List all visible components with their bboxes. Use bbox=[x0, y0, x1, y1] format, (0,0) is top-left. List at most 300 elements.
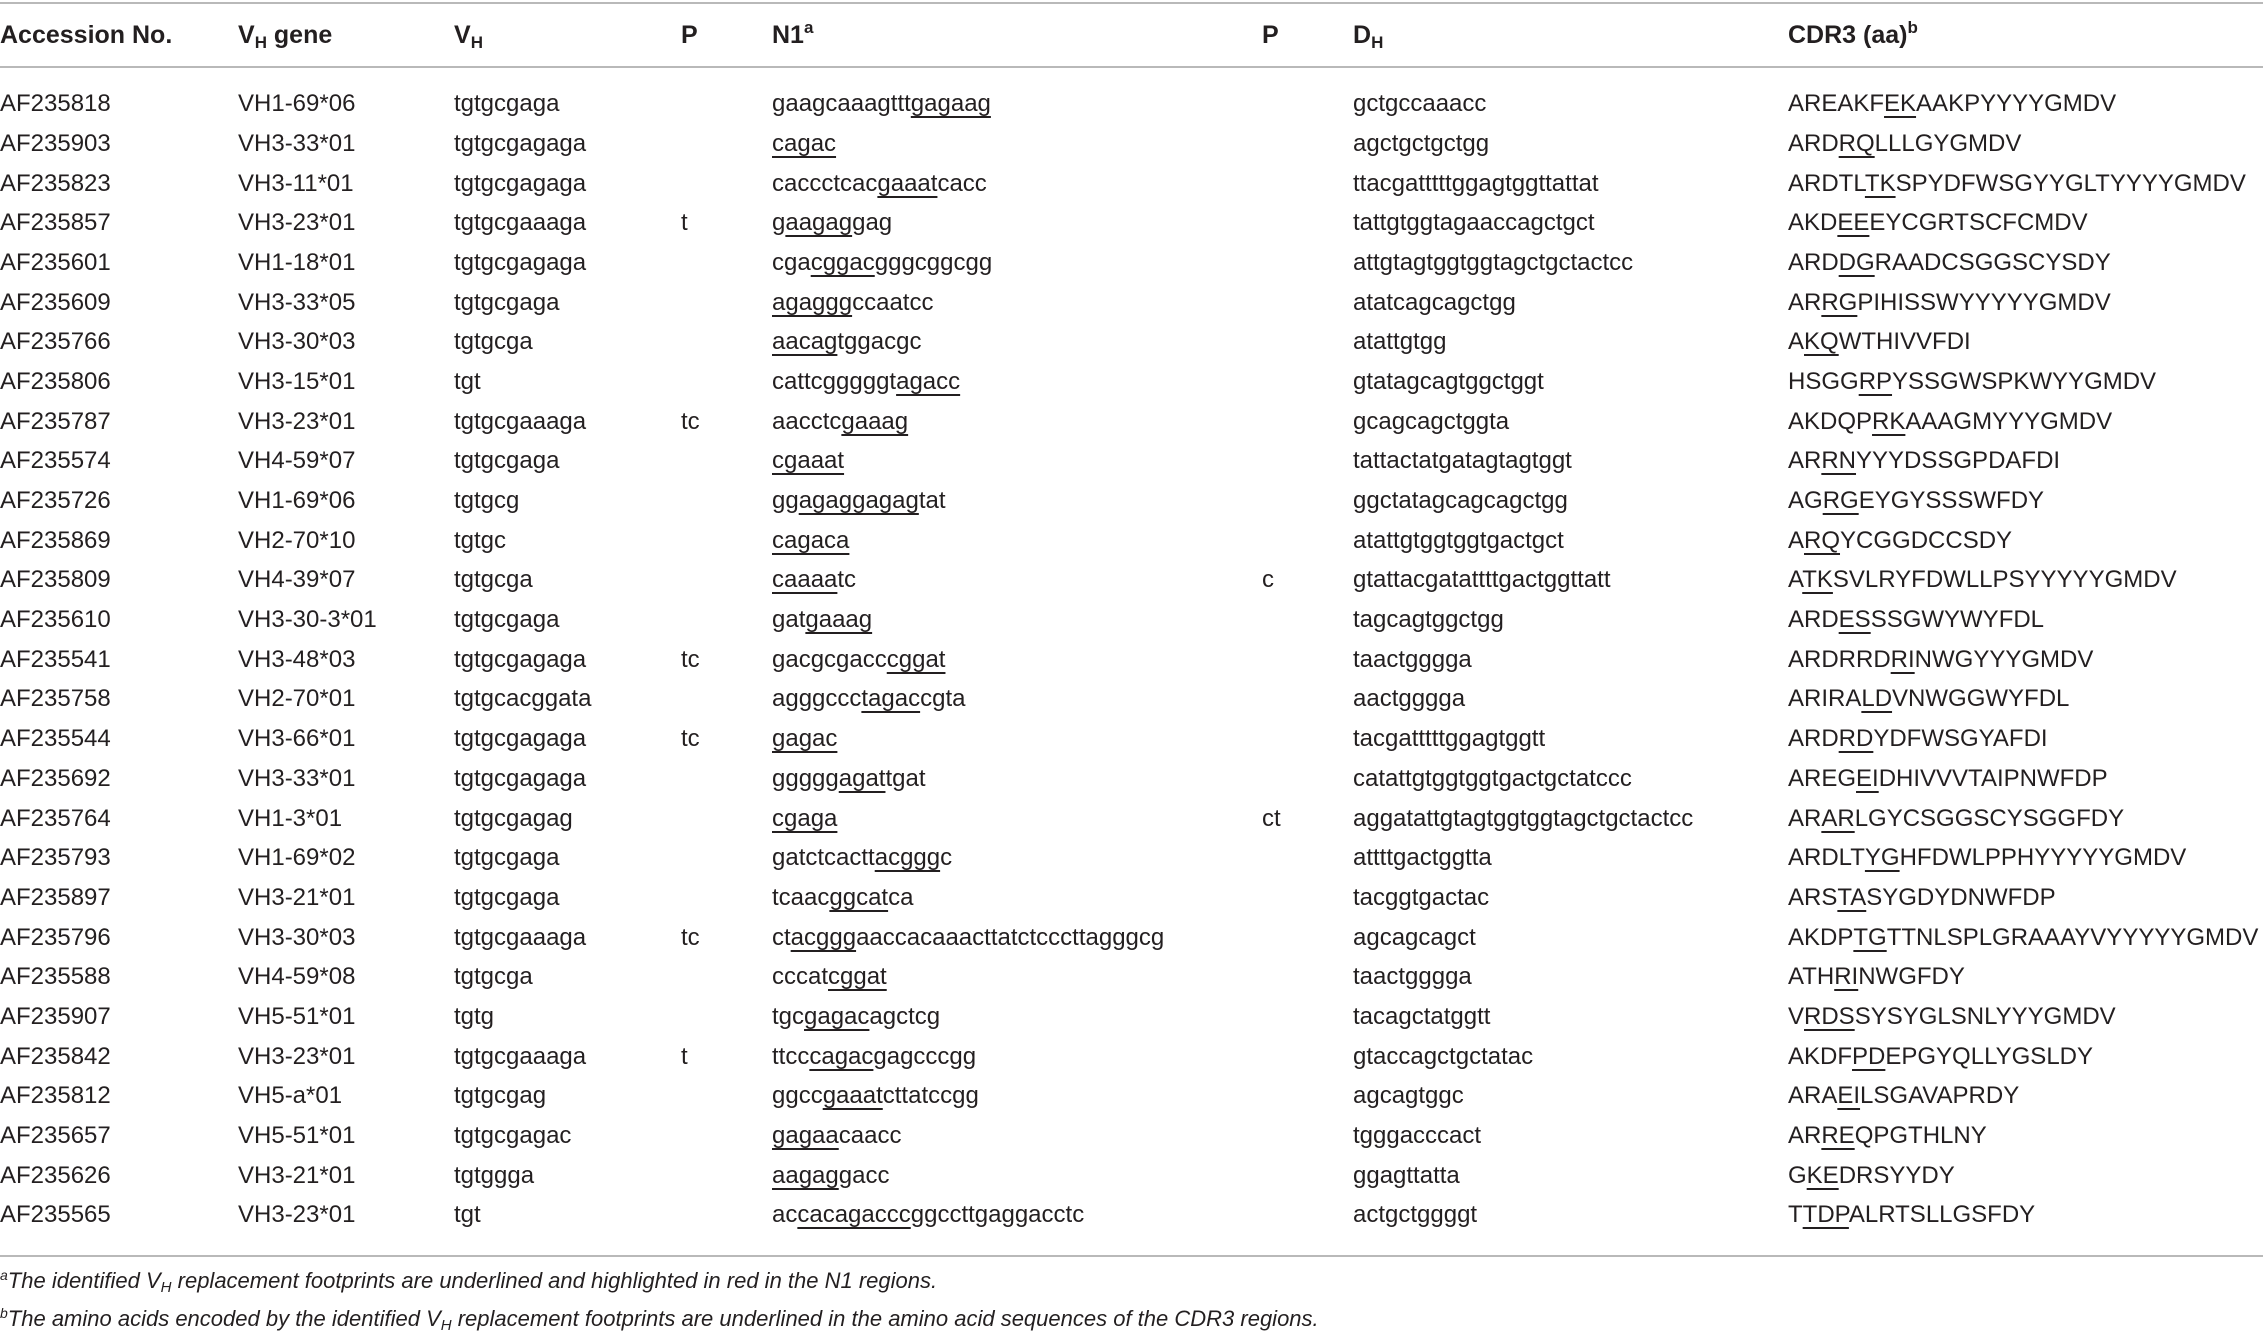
sequence-segment: SPYDFWSGYYGLTYYYYGMDV bbox=[1895, 169, 2246, 197]
sequence-segment: ggcc bbox=[772, 1082, 823, 1110]
p2-cell bbox=[1262, 1196, 1353, 1236]
col-cdr3-label: CDR3 (aa) bbox=[1788, 20, 1908, 49]
p1-cell bbox=[681, 561, 772, 601]
n1-cell bbox=[772, 561, 1262, 601]
footprint-segment: RP bbox=[1858, 367, 1893, 395]
table-row bbox=[0, 997, 2263, 1037]
n1-cell bbox=[772, 521, 1262, 561]
table-row bbox=[0, 164, 2263, 204]
sequence-segment: gacc bbox=[838, 1161, 890, 1189]
col-vh-gene-sub: H bbox=[254, 32, 267, 52]
footnote-b-mark: b bbox=[0, 1305, 8, 1321]
sequence-segment: AKDQP bbox=[1788, 407, 1873, 435]
sequence-segment: AR bbox=[1788, 288, 1822, 316]
vh-gene-cell: VH1-69*06 bbox=[238, 487, 356, 515]
p2-cell bbox=[1262, 1156, 1353, 1196]
footprint-segment: TK bbox=[1802, 566, 1833, 594]
sequence-segment: AR bbox=[1788, 447, 1822, 475]
footprint-segment: acggg bbox=[790, 923, 857, 951]
p2-cell bbox=[1262, 1077, 1353, 1117]
vh-cell: tgtgcgaaaga bbox=[454, 407, 587, 435]
p2-cell bbox=[1262, 878, 1353, 918]
accession-cell: AF235565 bbox=[0, 1201, 111, 1229]
dh-cell: tgggacccact bbox=[1353, 1122, 1482, 1150]
vh-cell: tgtgcga bbox=[454, 963, 533, 991]
accession-cell: AF235842 bbox=[0, 1042, 111, 1070]
footprint-segment: EI bbox=[1856, 764, 1879, 792]
sequence-segment: AG bbox=[1788, 487, 1823, 515]
sequence-segment: ALRTSLLGSFDY bbox=[1848, 1201, 2036, 1229]
sequence-segment: tgc bbox=[772, 1002, 805, 1030]
p1-cell: tc bbox=[681, 407, 700, 435]
accession-cell: AF235764 bbox=[0, 804, 111, 832]
sequence-segment: DHIVVVTAIPNWFDP bbox=[1878, 764, 2108, 792]
p1-cell bbox=[681, 481, 772, 521]
p2-cell bbox=[1262, 283, 1353, 323]
dh-cell: actgctggggt bbox=[1353, 1201, 1478, 1229]
vh-gene-cell: VH1-69*02 bbox=[238, 844, 356, 872]
col-vh bbox=[454, 4, 681, 66]
vh-gene-cell: VH2-70*01 bbox=[238, 685, 356, 713]
cdr3-cell bbox=[1788, 442, 2263, 482]
footprint-segment: agat bbox=[838, 764, 886, 792]
p2-cell bbox=[1262, 957, 1353, 997]
table-row bbox=[0, 442, 2263, 482]
p1-cell bbox=[681, 322, 772, 362]
n1-cell bbox=[772, 481, 1262, 521]
n1-cell bbox=[772, 600, 1262, 640]
vh-gene-cell: VH5-51*01 bbox=[238, 1002, 356, 1030]
sequence-segment: SSGWYWYFDL bbox=[1870, 606, 2045, 634]
cdr3-cell bbox=[1788, 719, 2263, 759]
p1-cell bbox=[681, 878, 772, 918]
col-p1-label: P bbox=[681, 20, 698, 49]
p1-cell bbox=[681, 1077, 772, 1117]
sequence-segment: cga bbox=[772, 248, 811, 276]
p2-cell bbox=[1262, 1037, 1353, 1077]
accession-cell: AF235626 bbox=[0, 1161, 111, 1189]
p1-cell bbox=[681, 124, 772, 164]
vh-gene-cell: VH3-33*01 bbox=[238, 764, 356, 792]
dh-cell: atattgtgg bbox=[1353, 328, 1447, 356]
vh-gene-cell: VH3-30*03 bbox=[238, 328, 356, 356]
footnote-b-sub: H bbox=[440, 1317, 452, 1334]
vh-gene-cell: VH3-30*03 bbox=[238, 923, 356, 951]
footprint-segment: agaggagag bbox=[798, 487, 919, 515]
footprint-segment: agaggg bbox=[772, 288, 853, 316]
table-row bbox=[0, 243, 2263, 283]
cdr3-cell bbox=[1788, 66, 2263, 124]
footprint-segment: KE bbox=[1806, 1161, 1839, 1189]
sequence-segment: ggggg bbox=[772, 764, 839, 792]
table-row bbox=[0, 759, 2263, 799]
accession-cell: AF235657 bbox=[0, 1122, 111, 1150]
sequence-segment: gagcccgg bbox=[873, 1042, 977, 1070]
p1-cell bbox=[681, 1196, 772, 1236]
table-row bbox=[0, 481, 2263, 521]
sequence-segment: cacc bbox=[937, 169, 987, 197]
p2-cell bbox=[1262, 997, 1353, 1037]
sequence-segment: WTHIVVFDI bbox=[1838, 328, 1971, 356]
p2-cell bbox=[1262, 243, 1353, 283]
p1-cell: t bbox=[681, 209, 688, 237]
footnotes bbox=[0, 1262, 1319, 1338]
sequence-segment: HSGG bbox=[1788, 367, 1859, 395]
sequence-segment: AAAGMYYYGMDV bbox=[1905, 407, 2113, 435]
table-row bbox=[0, 600, 2263, 640]
footprint-segment: cagaca bbox=[772, 526, 850, 554]
n1-cell bbox=[772, 719, 1262, 759]
n1-cell bbox=[772, 203, 1262, 243]
sequence-segment: ARDTL bbox=[1788, 169, 1865, 197]
sequence-segment: YDFWSGYAFDI bbox=[1873, 725, 2048, 753]
dh-cell: gctgccaaacc bbox=[1353, 90, 1487, 117]
accession-cell: AF235809 bbox=[0, 566, 111, 594]
vh-cell: tgtgcgaga bbox=[454, 844, 560, 872]
table-row bbox=[0, 1077, 2263, 1117]
dh-cell: ggagttatta bbox=[1353, 1161, 1460, 1189]
vh-cell: tgtgcacggata bbox=[454, 685, 592, 713]
sequence-segment: PIHISSWYYYYYGMDV bbox=[1857, 288, 2111, 316]
col-n1 bbox=[772, 4, 1262, 66]
col-vh-label: V bbox=[454, 20, 471, 49]
table-row bbox=[0, 283, 2263, 323]
sequence-segment: gatctcactt bbox=[772, 844, 875, 872]
sequence-segment: caacc bbox=[838, 1122, 902, 1150]
footprint-segment: DG bbox=[1838, 248, 1875, 276]
n1-cell bbox=[772, 164, 1262, 204]
footprint-segment: RQ bbox=[1838, 129, 1875, 157]
vh-gene-cell: VH3-33*01 bbox=[238, 129, 356, 157]
sequence-segment: ARDRRD bbox=[1788, 645, 1891, 673]
sequence-segment: T bbox=[1788, 1201, 1803, 1229]
sequence-segment: YYYDSSGPDAFDI bbox=[1856, 447, 2061, 475]
table-row bbox=[0, 1196, 2263, 1236]
p2-cell bbox=[1262, 481, 1353, 521]
sequence-segment: ca bbox=[888, 883, 914, 911]
sequence-segment: EYCGRTSCFCMDV bbox=[1869, 209, 2088, 237]
p2-cell bbox=[1262, 680, 1353, 720]
table-body bbox=[0, 66, 2263, 1235]
footprint-segment: gaaat bbox=[822, 1082, 883, 1110]
sequence-segment: gg bbox=[772, 487, 799, 515]
sequence-segment: c bbox=[940, 844, 953, 872]
col-dh-label: D bbox=[1353, 20, 1372, 49]
vh-cell: tgtgcgaga bbox=[454, 883, 560, 911]
sequence-segment: ttcc bbox=[772, 1042, 810, 1070]
footprint-segment: LD bbox=[1861, 685, 1893, 713]
vh-cell: tgtg bbox=[454, 1002, 495, 1030]
p1-cell bbox=[681, 243, 772, 283]
vh-cell: tgtgcgagaga bbox=[454, 248, 587, 276]
footprint-segment: RG bbox=[1822, 487, 1859, 515]
footprint-segment: aagag bbox=[772, 1161, 839, 1189]
sequence-segment: AKDF bbox=[1788, 1042, 1853, 1070]
table-row bbox=[0, 1037, 2263, 1077]
p2-cell bbox=[1262, 640, 1353, 680]
col-vh-gene-rest: gene bbox=[266, 20, 333, 49]
dh-cell: atattgtggtggtgactgct bbox=[1353, 526, 1564, 554]
accession-cell: AF235897 bbox=[0, 883, 111, 911]
sequence-segment: ARIRA bbox=[1788, 685, 1862, 713]
footprint-segment: RG bbox=[1821, 288, 1858, 316]
vh-cell: tgtgcgaaaga bbox=[454, 209, 587, 237]
cdr3-cell bbox=[1788, 322, 2263, 362]
cdr3-cell bbox=[1788, 243, 2263, 283]
table-row bbox=[0, 1116, 2263, 1156]
sequence-segment: cttatccgg bbox=[882, 1082, 979, 1110]
footnote-a-text-pre: The identified V bbox=[7, 1268, 161, 1293]
col-vh-gene-label: V bbox=[238, 20, 255, 49]
footprint-segment: cgaaat bbox=[772, 447, 845, 475]
footnote-a-text-post: replacement footprints are underlined and highlighted in red in the N1 regions. bbox=[171, 1268, 938, 1293]
p2-cell bbox=[1262, 164, 1353, 204]
sequence-segment: tcaac bbox=[772, 883, 830, 911]
footprint-segment: RN bbox=[1821, 447, 1857, 475]
n1-cell bbox=[772, 640, 1262, 680]
vh-cell: tgtgcgagaga bbox=[454, 764, 587, 792]
vh-cell: tgtgcgaga bbox=[454, 606, 560, 634]
sequence-segment: EPGYQLLYGSLDY bbox=[1885, 1042, 2094, 1070]
sequence-segment: YCGGDCCSDY bbox=[1840, 526, 2013, 554]
vh-cell: tgtggga bbox=[454, 1161, 535, 1189]
footprint-segment: gagac bbox=[804, 1002, 870, 1030]
p1-cell bbox=[681, 283, 772, 323]
sequence-segment: QPGTHLNY bbox=[1854, 1122, 1987, 1150]
p2-cell bbox=[1262, 124, 1353, 164]
accession-cell: AF235818 bbox=[0, 90, 111, 117]
vh-cell: tgtgcgagaga bbox=[454, 169, 587, 197]
footprint-segment: acggg bbox=[874, 844, 941, 872]
p2-cell bbox=[1262, 719, 1353, 759]
footnote-a bbox=[0, 1262, 1319, 1300]
col-n1-footnote-mark: a bbox=[803, 17, 814, 37]
col-dh-sub: H bbox=[1371, 32, 1384, 52]
sequence-segment: A bbox=[1788, 328, 1805, 356]
p2-cell: c bbox=[1262, 566, 1274, 594]
n1-cell bbox=[772, 878, 1262, 918]
vh-cell: tgtgcgaaaga bbox=[454, 923, 587, 951]
dh-cell: gcagcagctggta bbox=[1353, 407, 1510, 435]
sequence-segment: tc bbox=[837, 566, 857, 594]
sequence-segment: ct bbox=[772, 923, 791, 951]
footprint-segment: cgaga bbox=[772, 804, 838, 832]
vh-gene-cell: VH3-15*01 bbox=[238, 367, 356, 395]
footprint-segment: aagag bbox=[785, 209, 853, 237]
col-p1 bbox=[681, 4, 772, 66]
footprint-segment: gagac bbox=[772, 725, 838, 753]
sequence-segment: tggacgc bbox=[837, 328, 922, 356]
vh-gene-cell: VH3-23*01 bbox=[238, 1042, 356, 1070]
sequence-segment: NWGYYYGMDV bbox=[1914, 645, 2094, 673]
cdr3-cell bbox=[1788, 283, 2263, 323]
vh-cell: tgt bbox=[454, 1201, 481, 1229]
p1-cell bbox=[681, 838, 772, 878]
n1-cell bbox=[772, 799, 1262, 839]
footprint-segment: KQ bbox=[1804, 328, 1839, 356]
cdr3-cell bbox=[1788, 124, 2263, 164]
sequence-segment: G bbox=[1788, 1161, 1807, 1189]
footprint-segment: aacag bbox=[772, 328, 838, 356]
table-header bbox=[0, 4, 2263, 66]
vh-cell: tgtgcgag bbox=[454, 1082, 547, 1110]
footprint-segment: cggac bbox=[810, 248, 875, 276]
sequence-segment: SVLRYFDWLLPSYYYYYGMDV bbox=[1832, 566, 2177, 594]
table-row bbox=[0, 878, 2263, 918]
accession-cell: AF235574 bbox=[0, 447, 111, 475]
vh-cell: tgtgc bbox=[454, 526, 507, 554]
table-row bbox=[0, 66, 2263, 124]
sequence-segment: gggcggcgg bbox=[874, 248, 993, 276]
dh-cell: aggatattgtagtggtggtagctgctactcc bbox=[1353, 804, 1694, 832]
dh-cell: atatcagcagctgg bbox=[1353, 288, 1516, 316]
footnote-b-text-post: replacement footprints are underlined in the amino acid sequences of the CDR3 regions. bbox=[451, 1306, 1319, 1331]
table-row bbox=[0, 203, 2263, 243]
sequence-segment: ccaatcc bbox=[852, 288, 934, 316]
p2-cell bbox=[1262, 362, 1353, 402]
dh-cell: gtatagcagtggctggt bbox=[1353, 367, 1544, 395]
cdr3-cell bbox=[1788, 362, 2263, 402]
footprint-segment: AR bbox=[1821, 804, 1855, 832]
n1-cell bbox=[772, 1196, 1262, 1236]
col-n1-label: N1 bbox=[772, 20, 804, 49]
n1-cell bbox=[772, 124, 1262, 164]
accession-cell: AF235903 bbox=[0, 129, 111, 157]
table-row bbox=[0, 362, 2263, 402]
sequence-segment: cattcgggggt bbox=[772, 367, 897, 395]
p2-cell bbox=[1262, 442, 1353, 482]
n1-cell bbox=[772, 66, 1262, 124]
cdr3-cell bbox=[1788, 164, 2263, 204]
p1-cell bbox=[681, 442, 772, 482]
cdr3-cell bbox=[1788, 600, 2263, 640]
vh-gene-cell: VH3-23*01 bbox=[238, 1201, 356, 1229]
cdr3-cell bbox=[1788, 561, 2263, 601]
n1-cell bbox=[772, 759, 1262, 799]
dh-cell: tacgatttttggagtggtt bbox=[1353, 725, 1546, 753]
vh-gene-cell: VH2-70*10 bbox=[238, 526, 356, 554]
n1-cell bbox=[772, 1156, 1262, 1196]
bottom-rule bbox=[0, 1255, 2263, 1257]
dh-cell: taactgggga bbox=[1353, 645, 1472, 673]
vh-cell: tgt bbox=[454, 367, 481, 395]
table-row bbox=[0, 957, 2263, 997]
footprint-segment: gagaa bbox=[772, 1122, 839, 1150]
footprint-segment: caaaa bbox=[772, 566, 838, 594]
dh-cell: agcagcagct bbox=[1353, 923, 1476, 951]
sequence-segment: agggccc bbox=[772, 685, 862, 713]
sequence-segment: agctcg bbox=[869, 1002, 941, 1030]
sequence-segment: gat bbox=[772, 606, 806, 634]
sequence-segment: YSSGWSPKWYYGMDV bbox=[1892, 367, 2157, 395]
dh-cell: gtattacgatattttgactggttatt bbox=[1353, 566, 1611, 594]
vh-gene-cell: VH3-30-3*01 bbox=[238, 606, 377, 634]
p2-cell bbox=[1262, 203, 1353, 243]
accession-cell: AF235796 bbox=[0, 923, 111, 951]
n1-cell bbox=[772, 1077, 1262, 1117]
n1-cell bbox=[772, 1037, 1262, 1077]
footprint-segment: RI bbox=[1890, 645, 1915, 673]
col-vh-gene bbox=[238, 4, 454, 66]
p1-cell: tc bbox=[681, 645, 700, 673]
footprint-segment: cagac bbox=[809, 1042, 874, 1070]
sequence-segment: NWGFDY bbox=[1858, 963, 1965, 991]
sequence-segment: tat bbox=[918, 487, 946, 515]
cdr3-cell bbox=[1788, 481, 2263, 521]
p2-cell bbox=[1262, 402, 1353, 442]
cdr3-cell bbox=[1788, 878, 2263, 918]
sequence-segment: V bbox=[1788, 1002, 1805, 1030]
footprint-segment: cggat bbox=[886, 645, 946, 673]
dh-cell: tacagctatggtt bbox=[1353, 1002, 1491, 1030]
accession-cell: AF235758 bbox=[0, 685, 111, 713]
sequence-segment: aaccacaaacttatctcccttagggcg bbox=[856, 923, 1165, 951]
sequence-segment: ARS bbox=[1788, 883, 1838, 911]
dh-cell: tattgtggtagaaccagctgct bbox=[1353, 209, 1595, 237]
n1-cell bbox=[772, 838, 1262, 878]
cdr3-cell bbox=[1788, 1196, 2263, 1236]
accession-cell: AF235692 bbox=[0, 764, 111, 792]
vh-cell: tgtgcgagaga bbox=[454, 129, 587, 157]
footprint-segment: cagac bbox=[772, 129, 837, 157]
sequence-segment: ac bbox=[772, 1201, 798, 1229]
p1-cell bbox=[681, 680, 772, 720]
sequence-segment: A bbox=[1788, 566, 1803, 594]
vh-cell: tgtgcgaga bbox=[454, 288, 560, 316]
table-row bbox=[0, 402, 2263, 442]
cdr3-cell bbox=[1788, 799, 2263, 839]
sequence-segment: ARDLT bbox=[1788, 844, 1865, 872]
cdr3-cell bbox=[1788, 759, 2263, 799]
cdr3-cell bbox=[1788, 640, 2263, 680]
sequence-segment: EYGYSSSWFDY bbox=[1858, 487, 2045, 515]
sequence-segment: TTNLSPLGRAAAYVYYYYYGMDV bbox=[1886, 923, 2259, 951]
cdr3-cell bbox=[1788, 1037, 2263, 1077]
n1-cell bbox=[772, 918, 1262, 958]
sequence-segment: ARD bbox=[1788, 606, 1839, 634]
footprint-segment: RK bbox=[1872, 407, 1906, 435]
dh-cell: aactgggga bbox=[1353, 685, 1466, 713]
p2-cell: ct bbox=[1262, 804, 1281, 832]
footprint-segment: ggcat bbox=[829, 883, 889, 911]
sequence-segment: HFDWLPPHYYYYYGMDV bbox=[1899, 844, 2187, 872]
cdr3-cell bbox=[1788, 957, 2263, 997]
accession-cell: AF235857 bbox=[0, 209, 111, 237]
vh-gene-cell: VH3-66*01 bbox=[238, 725, 356, 753]
dh-cell: ttacgatttttggagtggttattat bbox=[1353, 169, 1599, 197]
sequence-segment: AR bbox=[1788, 1122, 1822, 1150]
n1-cell bbox=[772, 957, 1262, 997]
footnote-a-mark: a bbox=[0, 1267, 8, 1283]
accession-cell: AF235544 bbox=[0, 725, 111, 753]
table-row bbox=[0, 521, 2263, 561]
vh-gene-cell: VH5-51*01 bbox=[238, 1122, 356, 1150]
p2-cell bbox=[1262, 759, 1353, 799]
p1-cell bbox=[681, 66, 772, 124]
vh-cell: tgtgcgaga bbox=[454, 90, 560, 117]
vh-cell: tgtgcga bbox=[454, 328, 533, 356]
footprint-segment: EE bbox=[1837, 209, 1870, 237]
p1-cell bbox=[681, 997, 772, 1037]
sequence-segment: AREG bbox=[1788, 764, 1857, 792]
sequence-segment: LLLGYGMDV bbox=[1874, 129, 2022, 157]
sequence-segment: cgta bbox=[920, 685, 966, 713]
n1-cell bbox=[772, 442, 1262, 482]
footprint-segment: RD bbox=[1838, 725, 1874, 753]
vh-gene-cell: VH4-59*07 bbox=[238, 447, 356, 475]
sequence-segment: aacctc bbox=[772, 407, 842, 435]
vh-gene-cell: VH3-21*01 bbox=[238, 883, 356, 911]
